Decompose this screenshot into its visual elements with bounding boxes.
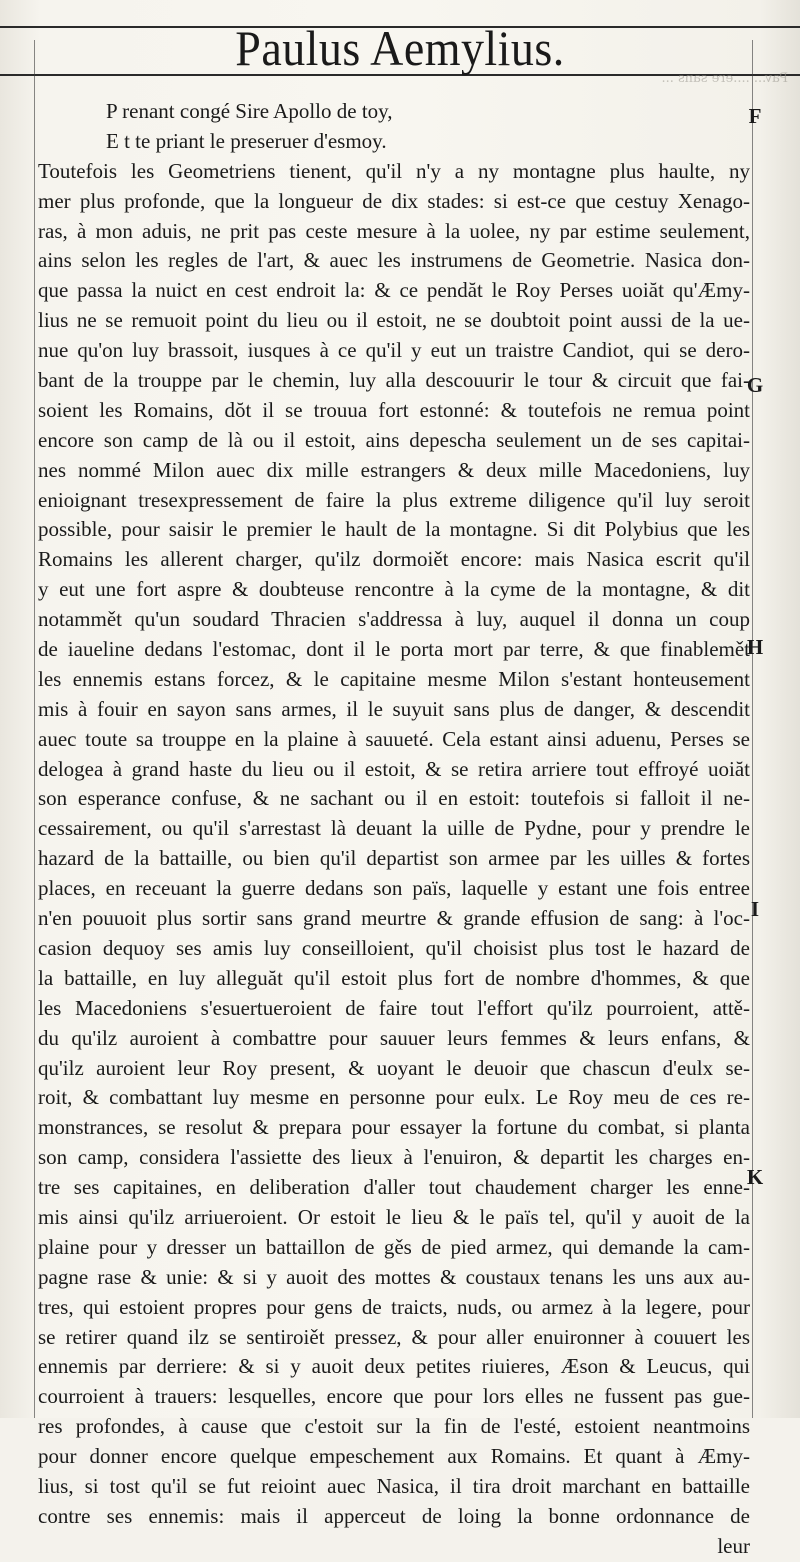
- text-line: E t te priant le preseruer d'esmoy.: [106, 128, 387, 153]
- catchword: leur: [717, 1533, 750, 1558]
- text-line: mis ainsi qu'ilz arriueroient. Or estoit le lieu & le païs tel, qu'il y auoit de la: [38, 1204, 750, 1229]
- bleed-through-text: Pav... ....ere sans ...: [661, 71, 788, 86]
- text-line: nes nommé Milon auec dix mille estrangers & deux mille Macedoniens, luy: [38, 457, 750, 482]
- text-line: de iaueline dedans l'estomac, dont il le porta mort par terre, & que finablemět: [38, 637, 750, 662]
- text-line: les Macedoniens s'esuertueroient de faire tout l'effort qu'ilz pourroient, attě-: [38, 995, 750, 1020]
- text-line: P renant congé Sire Apollo de toy,: [106, 99, 393, 123]
- text-line: pour donner encore quelque empeschement aux Romains. Et quant à Æmy-: [38, 1444, 750, 1469]
- text-line: ennemis par derriere: & si y auoit deux petites riuieres, Æson & Leucus, qui: [38, 1354, 750, 1379]
- text-line: son esperance confuse, & ne sachant ou il en estoit: toutefois si falloit il ne-: [38, 786, 750, 811]
- margin-letter-g: G: [746, 373, 764, 397]
- text-line: hazard de la battaille, ou bien qu'il departist son armee par les uilles & fortes: [38, 846, 750, 871]
- page-title: Paulus Aemylius.: [235, 20, 565, 76]
- text-line: lius ne se remuoit point du lieu ou il estoit, ne se doubtoit point aussi de la ue-: [38, 308, 750, 333]
- text-line: cessairement, ou qu'il s'arrestast là deuant la uille de Pydne, pour y prendre le: [38, 816, 750, 841]
- text-line: tre ses capitaines, en deliberation d'aller tout chaudement charger les enne-: [38, 1175, 750, 1200]
- text-line: du qu'ilz auroient à combattre pour sauuer leurs femmes & leurs enfans, &: [38, 1025, 750, 1050]
- text-line: mis à fouir en sayon sans armes, il le suyuit sans plus de danger, & descendit: [38, 696, 750, 721]
- text-line: ains selon les regles de l'art, & auec les instrumens de Geometrie. Nasica don-: [38, 248, 750, 273]
- text-line: son camp, considera l'assiette des lieux à l'enuiron, & departit les charges en-: [38, 1145, 750, 1170]
- text-line: tres, qui estoient propres pour gens de traicts, nuds, ou armez à la legere, pour: [38, 1294, 750, 1319]
- text-line: monstrances, se resolut & prepara pour essayer la fortune du combat, si planta: [38, 1115, 750, 1140]
- text-line: encore son camp de là ou il estoit, ains depescha seulement un de ses capitai-: [38, 427, 750, 452]
- text-line: qu'ilz auroient leur Roy present, & uoyant le deuoir que chascun d'eulx se-: [38, 1055, 750, 1080]
- text-line: n'en pouuoit plus sortir sans grand meurtre & grande effusion de sang: à l'oc-: [38, 906, 750, 931]
- text-line: res profondes, à cause que c'estoit sur la fin de l'esté, estoient neantmoins: [38, 1414, 750, 1439]
- text-line: casion dequoy ses amis luy conseilloient, qu'il choisist plus tost le hazard de: [38, 935, 750, 960]
- text-line: que passa la nuict en cest endroit la: & ce pendăt le Roy Perses uoiăt qu'Æmy-: [38, 278, 750, 303]
- text-line: se retirer quand ilz se sentiroiět pressez, & pour aller enuironner à couuert les: [38, 1324, 750, 1349]
- text-line: la battaille, en luy alleguăt qu'il estoit plus fort de nombre d'hommes, & que: [38, 965, 750, 990]
- text-line: contre ses ennemis: mais il apperceut de loing la bonne ordonnance de: [38, 1503, 750, 1528]
- text-line: possible, pour saisir le premier le hault de la montagne. Si dit Polybius que les: [38, 517, 750, 542]
- text-line: soient les Romains, dŏt il se trouua fort estonné: & toutefois ne remua point: [38, 397, 750, 422]
- text-line: plaine pour y dresser un battaillon de gěs de pied armez, qui demande la cam-: [38, 1234, 750, 1259]
- text-line: nue qu'on luy brassoit, iusques à ce qu'il y eut un traistre Candiot, qui se dero-: [38, 338, 750, 363]
- text-line: courroient à trauers: lesquelles, encore que pour lors elles ne fussent pas gue-: [38, 1384, 750, 1409]
- text-line: ras, à mon aduis, ne prit pas ceste mesure à la uolee, ny par estime seulement,: [38, 218, 750, 243]
- margin-letter-f: F: [748, 104, 762, 128]
- text-line: places, en receuant la guerre dedans son païs, laquelle y estant une fois entree: [38, 876, 750, 901]
- text-line: y eut une fort aspre & doubteuse rencontre à la cyme de la montagne, & dit: [38, 577, 750, 602]
- margin-letter-h: H: [746, 635, 764, 659]
- margin-letter-i: I: [750, 897, 760, 921]
- text-line: lius, si tost qu'il se fut reioint auec Nasica, il tira droit marchant en battaille: [38, 1473, 750, 1498]
- text-line: Toutefois les Geometriens tienent, qu'il n'y a ny montagne plus haulte, ny: [38, 158, 750, 183]
- text-line: enioignant tresexpressement de faire la plus extreme diligence qu'il luy seroit: [38, 487, 750, 512]
- text-line: les ennemis estans forcez, & le capitaine mesme Milon s'estant honteusement: [38, 666, 750, 691]
- text-line: roit, & combattant luy mesme en personne pour eulx. Le Roy meu de ces re-: [38, 1085, 750, 1110]
- text-line: delogea à grand haste du lieu ou il estoit, & se retira arriere tout effroyé uoiăt: [38, 756, 750, 781]
- left-margin-line: [34, 40, 35, 1418]
- text-line: auec toute sa trouppe en la plaine à sauueté. Cela estant ainsi aduenu, Perses se: [38, 726, 750, 751]
- text-line: Romains les allerent charger, qu'ilz dormoiět encore: mais Nasica escrit qu'il: [38, 547, 750, 572]
- text-line: mer plus profonde, que la longueur de dix stades: si est-ce que cestuy Xenago-: [38, 188, 750, 213]
- text-line: pagne rase & unie: & si y auoit des mottes & coustaux tenans les uns aux au-: [38, 1264, 750, 1289]
- text-line: bant de la trouppe par le chemin, luy alla descouurir le tour & circuit que fai-: [38, 368, 750, 393]
- margin-letter-k: K: [746, 1165, 764, 1189]
- text-line: notammět qu'un soudard Thracien s'addressa à luy, auquel il donna un coup: [38, 607, 750, 632]
- body-text: [38, 97, 750, 1562]
- right-margin-line: [752, 40, 753, 1418]
